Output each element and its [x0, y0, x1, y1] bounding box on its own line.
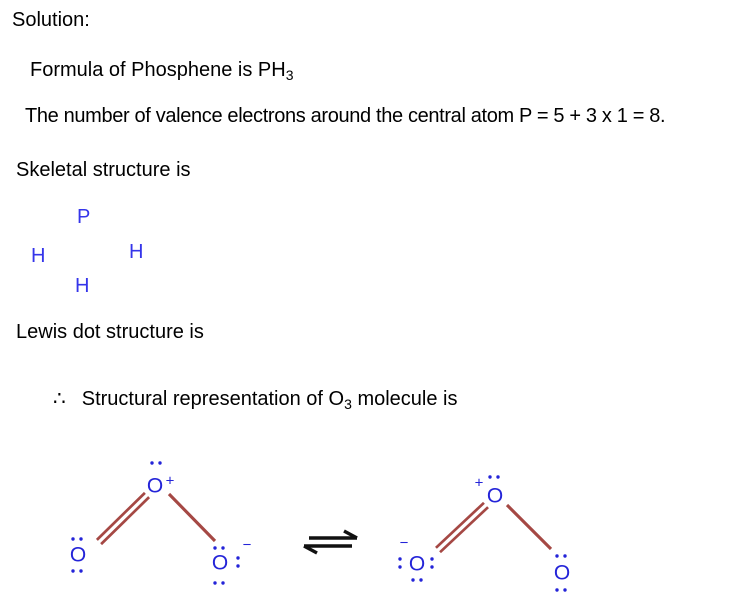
- lone-pair-dot: [221, 581, 224, 584]
- equilibrium-arrow: [344, 531, 357, 538]
- lone-pair-dot: [430, 565, 433, 568]
- charge-minus: −: [242, 536, 252, 554]
- bond-double: [436, 503, 484, 548]
- lone-pair-dot: [419, 578, 422, 581]
- lewis-dot-structure-heading: Lewis dot structure is: [16, 321, 204, 343]
- valence-electrons-line: The number of valence electrons around the central atom P = 5 + 3 x 1 = 8.: [25, 105, 666, 127]
- bond-double: [440, 507, 488, 552]
- lone-pair-dot: [430, 557, 433, 560]
- atom-label-O: O: [146, 474, 164, 498]
- formula-text: Formula of Phosphene is PH: [30, 59, 286, 81]
- lone-pair-dot: [150, 461, 153, 464]
- lone-pair-dot: [411, 578, 414, 581]
- skeletal-atom-P: P: [77, 206, 91, 228]
- lone-pair-dot: [213, 546, 216, 549]
- bond-double: [97, 493, 145, 540]
- lone-pair-dot: [71, 537, 74, 540]
- lone-pair-dot: [236, 564, 239, 567]
- skeletal-atom-H: H: [31, 245, 46, 267]
- charge-plus: +: [474, 474, 484, 492]
- structural-representation-line: [53, 388, 458, 412]
- atom-label-O: O: [408, 552, 426, 576]
- lone-pair-dot: [555, 588, 558, 591]
- skeletal-structure-heading: Skeletal structure is: [16, 159, 191, 181]
- formula-subscript: 3: [285, 67, 294, 83]
- charge-minus: −: [399, 534, 409, 552]
- lone-pair-dot: [563, 588, 566, 591]
- lone-pair-dot: [213, 581, 216, 584]
- skeletal-atom-H: H: [129, 241, 144, 263]
- bond-single: [507, 505, 551, 549]
- lone-pair-dot: [563, 554, 566, 557]
- representation-text: Structural representation of O: [81, 388, 345, 410]
- lone-pair-dot: [71, 569, 74, 572]
- lone-pair-dot: [496, 475, 499, 478]
- charge-plus: +: [165, 472, 175, 490]
- ozone-subscript: 3: [344, 396, 352, 412]
- lone-pair-dot: [488, 475, 491, 478]
- lone-pair-dot: [221, 546, 224, 549]
- lone-pair-dot: [398, 557, 401, 560]
- formula-line: [30, 59, 293, 83]
- atom-label-O: O: [486, 484, 504, 508]
- representation-text-tail: molecule is: [351, 388, 458, 410]
- therefore-symbol: ∴: [53, 388, 66, 410]
- atom-label-O: O: [553, 561, 571, 585]
- lone-pair-dot: [79, 569, 82, 572]
- solution-heading: Solution:: [12, 9, 90, 31]
- lone-pair-dot: [555, 554, 558, 557]
- lone-pair-dot: [236, 556, 239, 559]
- lone-pair-dot: [79, 537, 82, 540]
- bond-single: [169, 494, 215, 541]
- skeletal-atom-H: H: [75, 275, 90, 297]
- bond-double: [101, 497, 149, 544]
- atom-label-O: O: [211, 551, 229, 575]
- lone-pair-dot: [158, 461, 161, 464]
- equilibrium-arrow: [304, 546, 317, 553]
- atom-label-O: O: [69, 543, 87, 567]
- lone-pair-dot: [398, 565, 401, 568]
